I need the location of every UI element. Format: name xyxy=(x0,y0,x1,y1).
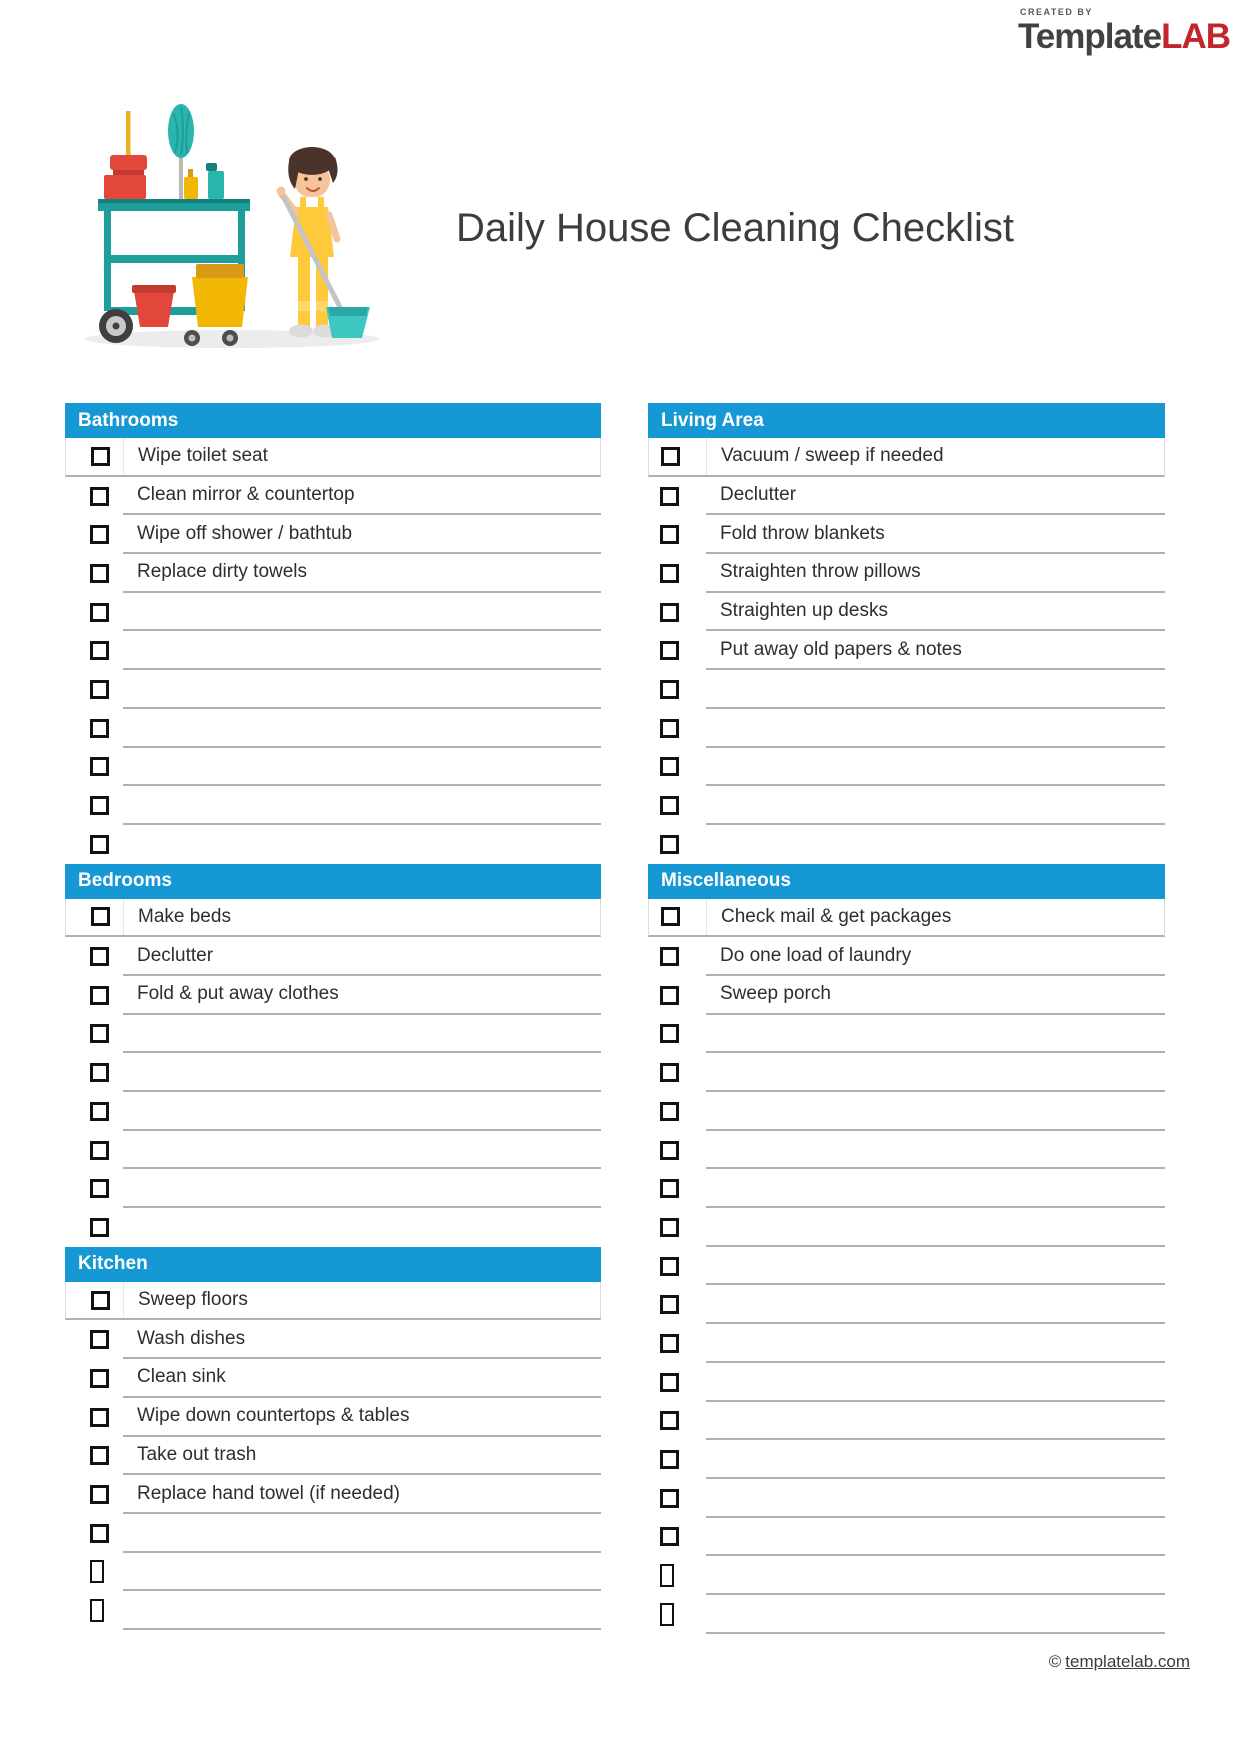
blank-write-in-line xyxy=(123,1208,601,1247)
checkbox[interactable] xyxy=(660,1257,679,1276)
checkbox[interactable] xyxy=(90,1330,109,1349)
checklist-row xyxy=(65,1437,601,1476)
checkbox-cell xyxy=(66,1282,124,1319)
item-text-cell xyxy=(706,515,1165,554)
checklist-row xyxy=(648,899,1165,938)
checkbox-cell xyxy=(648,593,706,632)
checkbox[interactable] xyxy=(660,719,679,738)
checkbox-cell xyxy=(648,1324,706,1363)
blank-write-in-line xyxy=(706,1402,1165,1441)
item-text-cell xyxy=(123,1398,601,1437)
item-text-cell xyxy=(123,1475,601,1514)
checkbox[interactable] xyxy=(90,1599,104,1622)
checklist-row xyxy=(65,515,601,554)
checklist-row xyxy=(65,1015,601,1054)
checkbox[interactable] xyxy=(660,1334,679,1353)
checklist-row xyxy=(65,1092,601,1131)
checklist-row xyxy=(648,1169,1165,1208)
checklist-row xyxy=(648,1324,1165,1363)
checkbox-cell xyxy=(65,554,123,593)
checkbox-cell xyxy=(648,477,706,516)
blank-write-in-line xyxy=(123,670,601,709)
item-text-cell xyxy=(123,976,601,1015)
item-label: Fold & put away clothes xyxy=(137,983,339,1005)
item-label: Straighten throw pillows xyxy=(720,561,921,583)
item-text-cell xyxy=(707,899,1164,936)
checkbox[interactable] xyxy=(90,1560,104,1583)
blank-write-in-line xyxy=(706,1324,1165,1363)
blank-write-in-line xyxy=(706,709,1165,748)
checkbox[interactable] xyxy=(660,1024,679,1043)
checkbox[interactable] xyxy=(90,1141,109,1160)
checkbox[interactable] xyxy=(660,487,679,506)
checkbox[interactable] xyxy=(660,1489,679,1508)
item-text-cell xyxy=(123,554,601,593)
item-text-cell xyxy=(706,976,1165,1015)
item-label: Wipe off shower / bathtub xyxy=(137,522,353,544)
checklist-row xyxy=(65,1282,601,1321)
checkbox[interactable] xyxy=(91,1291,110,1310)
checklist-row xyxy=(648,1015,1165,1054)
item-label: Make beds xyxy=(138,905,231,927)
section-title: Bedrooms xyxy=(78,870,172,892)
item-text-cell xyxy=(123,1437,601,1476)
section-header-living-area xyxy=(648,403,1165,438)
checkbox[interactable] xyxy=(660,680,679,699)
checkbox[interactable] xyxy=(660,1603,674,1626)
blank-write-in-line xyxy=(706,786,1165,825)
checklist-row xyxy=(65,1320,601,1359)
checklist-row xyxy=(648,1479,1165,1518)
blank-write-in-line xyxy=(706,1440,1165,1479)
checkbox-cell xyxy=(65,1475,123,1514)
checkbox[interactable] xyxy=(90,680,109,699)
checkbox-cell xyxy=(648,1169,706,1208)
checkbox-cell xyxy=(65,1208,123,1247)
checkbox-cell xyxy=(648,670,706,709)
checklist-row xyxy=(65,748,601,787)
blank-write-in-line xyxy=(123,1131,601,1170)
checkbox[interactable] xyxy=(660,1295,679,1314)
checkbox[interactable] xyxy=(660,525,679,544)
checkbox-cell xyxy=(65,1437,123,1476)
logo-template-text: Template xyxy=(1018,17,1162,56)
checklist-row xyxy=(65,976,601,1015)
item-label: Wipe toilet seat xyxy=(138,445,268,467)
checklist-row xyxy=(648,477,1165,516)
checkbox[interactable] xyxy=(660,1179,679,1198)
item-text-cell xyxy=(123,1359,601,1398)
checkbox[interactable] xyxy=(90,1218,109,1237)
blank-write-in-line xyxy=(706,1595,1165,1634)
checkbox-cell xyxy=(648,1015,706,1054)
checklist-row xyxy=(65,670,601,709)
checklist-row xyxy=(648,438,1165,477)
checkbox[interactable] xyxy=(660,564,679,583)
checklist-row xyxy=(648,825,1165,864)
checkbox[interactable] xyxy=(90,1063,109,1082)
item-label: Take out trash xyxy=(137,1443,257,1465)
blank-write-in-line xyxy=(706,825,1165,864)
item-text-cell xyxy=(706,631,1165,670)
checkbox[interactable] xyxy=(660,835,679,854)
logo-lab-text: LAB xyxy=(1161,17,1230,56)
blank-write-in-line xyxy=(123,631,601,670)
checkbox[interactable] xyxy=(90,641,109,660)
checklist-row xyxy=(648,631,1165,670)
checkbox[interactable] xyxy=(90,525,109,544)
checkbox[interactable] xyxy=(660,1141,679,1160)
blank-write-in-line xyxy=(123,1092,601,1131)
checkbox-cell xyxy=(648,937,706,976)
checklist-row xyxy=(648,1556,1165,1595)
checkbox[interactable] xyxy=(660,1450,679,1469)
section-title: Living Area xyxy=(661,409,764,431)
checkbox[interactable] xyxy=(90,1369,109,1388)
checklist-row xyxy=(648,1092,1165,1131)
checklist-row xyxy=(648,709,1165,748)
item-text-cell xyxy=(123,515,601,554)
checkbox[interactable] xyxy=(660,603,679,622)
checkbox[interactable] xyxy=(661,907,680,926)
checkbox-cell xyxy=(65,631,123,670)
checkbox[interactable] xyxy=(90,1524,109,1543)
checklist-row xyxy=(648,670,1165,709)
checkbox[interactable] xyxy=(90,719,109,738)
checkbox-cell xyxy=(65,1015,123,1054)
templatelab-logo xyxy=(1018,8,1230,54)
checkbox[interactable] xyxy=(660,1373,679,1392)
checklist-row xyxy=(648,1208,1165,1247)
checklist-row xyxy=(65,1359,601,1398)
checkbox-cell xyxy=(648,1053,706,1092)
checkbox-cell xyxy=(65,1553,123,1592)
checkbox[interactable] xyxy=(660,1527,679,1546)
checkbox-cell xyxy=(649,899,707,936)
item-label: Sweep porch xyxy=(720,983,831,1005)
checkbox-cell xyxy=(648,1247,706,1286)
blank-write-in-line xyxy=(706,1518,1165,1557)
checkbox-cell xyxy=(648,1092,706,1131)
checklist-row xyxy=(65,1398,601,1437)
checkbox[interactable] xyxy=(660,1411,679,1430)
checkbox-cell xyxy=(648,976,706,1015)
checkbox-cell xyxy=(65,1514,123,1553)
checklist-row xyxy=(65,438,601,477)
checkbox-cell xyxy=(648,709,706,748)
blank-write-in-line xyxy=(706,1479,1165,1518)
checklist-row xyxy=(65,709,601,748)
checkbox-cell xyxy=(648,1363,706,1402)
checkbox-cell xyxy=(648,825,706,864)
copyright-symbol: © xyxy=(1048,1652,1062,1671)
checkbox[interactable] xyxy=(661,447,680,466)
blank-write-in-line xyxy=(123,748,601,787)
blank-write-in-line xyxy=(706,1208,1165,1247)
checkbox-cell xyxy=(65,937,123,976)
logo-created-by: CREATED BY xyxy=(1020,7,1093,17)
checklist-row xyxy=(65,1208,601,1247)
blank-write-in-line xyxy=(123,709,601,748)
section-title: Bathrooms xyxy=(78,409,179,431)
item-label: Clean sink xyxy=(137,1366,226,1388)
checkbox[interactable] xyxy=(90,757,109,776)
checklist-row xyxy=(648,1285,1165,1324)
checkbox-cell xyxy=(65,1359,123,1398)
checklist-row xyxy=(648,593,1165,632)
blank-write-in-line xyxy=(123,1015,601,1054)
checkbox-cell xyxy=(648,1556,706,1595)
checkbox-cell xyxy=(65,1169,123,1208)
checkbox[interactable] xyxy=(660,947,679,966)
item-label: Fold throw blankets xyxy=(720,522,885,544)
item-label: Do one load of laundry xyxy=(720,944,912,966)
checkbox[interactable] xyxy=(90,603,109,622)
blank-write-in-line xyxy=(123,1514,601,1553)
checklist-row xyxy=(648,1440,1165,1479)
blank-write-in-line xyxy=(706,748,1165,787)
blank-write-in-line xyxy=(706,1247,1165,1286)
checklist-row xyxy=(648,1363,1165,1402)
checkbox-cell xyxy=(648,1595,706,1634)
checkbox-cell xyxy=(65,515,123,554)
checklist-row xyxy=(65,1475,601,1514)
logo-brand xyxy=(1018,17,1230,56)
checkbox[interactable] xyxy=(90,487,109,506)
checklist-row xyxy=(65,899,601,938)
checkbox[interactable] xyxy=(660,986,679,1005)
checkbox-cell xyxy=(65,593,123,632)
checkbox-cell xyxy=(65,1092,123,1131)
checkbox-cell xyxy=(65,825,123,864)
checkbox[interactable] xyxy=(90,1102,109,1121)
checklist-row xyxy=(648,1053,1165,1092)
checklist-row xyxy=(648,937,1165,976)
cleaning-illustration xyxy=(80,95,390,355)
checkbox-cell xyxy=(65,786,123,825)
checklist-row xyxy=(65,937,601,976)
checkbox[interactable] xyxy=(660,796,679,815)
section-header-kitchen xyxy=(65,1247,601,1282)
blank-write-in-line xyxy=(706,1285,1165,1324)
checklist-row xyxy=(65,593,601,632)
checkbox-cell xyxy=(648,1518,706,1557)
item-label: Put away old papers & notes xyxy=(720,638,962,660)
checklist-row xyxy=(65,477,601,516)
checklist-row xyxy=(648,1595,1165,1634)
checklist-row xyxy=(65,554,601,593)
checkbox[interactable] xyxy=(660,1063,679,1082)
checklist-row xyxy=(65,1553,601,1592)
blank-write-in-line xyxy=(123,1591,601,1630)
item-label: Straighten up desks xyxy=(720,600,888,622)
checkbox-cell xyxy=(66,899,124,936)
blank-write-in-line xyxy=(123,825,601,864)
blank-write-in-line xyxy=(706,1131,1165,1170)
item-label: Sweep floors xyxy=(138,1289,248,1311)
checklist-row xyxy=(648,1402,1165,1441)
checkbox[interactable] xyxy=(90,564,109,583)
item-label: Vacuum / sweep if needed xyxy=(721,445,944,467)
checklist-row xyxy=(648,976,1165,1015)
checklist-row xyxy=(648,786,1165,825)
section-title: Miscellaneous xyxy=(661,870,791,892)
item-text-cell xyxy=(707,438,1164,475)
item-text-cell xyxy=(706,937,1165,976)
checkbox[interactable] xyxy=(90,947,109,966)
item-label: Replace dirty towels xyxy=(137,561,308,583)
section-header-bathrooms xyxy=(65,403,601,438)
checkbox-cell xyxy=(65,1320,123,1359)
templatelab-link[interactable]: templatelab.com xyxy=(1065,1652,1190,1671)
blank-write-in-line xyxy=(706,1053,1165,1092)
checklist-row xyxy=(65,1053,601,1092)
blank-write-in-line xyxy=(706,1556,1165,1595)
blank-write-in-line xyxy=(123,1169,601,1208)
checkbox-cell xyxy=(649,438,707,475)
checklist-row xyxy=(648,1247,1165,1286)
checkbox-cell xyxy=(66,438,124,475)
checkbox-cell xyxy=(648,786,706,825)
page-title: Daily House Cleaning Checklist xyxy=(455,206,1015,250)
checklist-row xyxy=(648,748,1165,787)
checkbox-cell xyxy=(648,1402,706,1441)
checkbox-cell xyxy=(648,631,706,670)
item-label: Wipe down countertops & tables xyxy=(137,1405,410,1427)
item-label: Wash dishes xyxy=(137,1327,246,1349)
checkbox[interactable] xyxy=(660,1218,679,1237)
checkbox-cell xyxy=(648,515,706,554)
checkbox[interactable] xyxy=(660,1564,674,1587)
checkbox-cell xyxy=(65,1053,123,1092)
checkbox[interactable] xyxy=(90,1408,109,1427)
blank-write-in-line xyxy=(123,1053,601,1092)
item-text-cell xyxy=(123,937,601,976)
checkbox-cell xyxy=(648,748,706,787)
section-header-bedrooms xyxy=(65,864,601,899)
checkbox[interactable] xyxy=(91,907,110,926)
checkbox-cell xyxy=(648,1208,706,1247)
blank-write-in-line xyxy=(706,1092,1165,1131)
checklist-row xyxy=(65,1591,601,1630)
checkbox-cell xyxy=(648,1479,706,1518)
checkbox-cell xyxy=(648,1285,706,1324)
footer xyxy=(648,1652,1190,1672)
item-label: Declutter xyxy=(137,944,214,966)
item-label: Clean mirror & countertop xyxy=(137,484,355,506)
checklist-row xyxy=(648,515,1165,554)
checklist-row xyxy=(648,1131,1165,1170)
item-text-cell xyxy=(123,1320,601,1359)
checkbox-cell xyxy=(65,1131,123,1170)
checklist-row xyxy=(65,1169,601,1208)
checklist-row xyxy=(65,1514,601,1553)
item-text-cell xyxy=(124,1282,600,1319)
item-text-cell xyxy=(124,438,600,475)
item-text-cell xyxy=(123,477,601,516)
checkbox-cell xyxy=(65,670,123,709)
blank-write-in-line xyxy=(123,786,601,825)
checkbox-cell xyxy=(65,976,123,1015)
section-header-miscellaneous xyxy=(648,864,1165,899)
checklist-column-left xyxy=(65,403,601,1630)
checkbox-cell xyxy=(65,477,123,516)
blank-write-in-line xyxy=(706,1363,1165,1402)
item-text-cell xyxy=(706,554,1165,593)
blank-write-in-line xyxy=(123,593,601,632)
checkbox-cell xyxy=(648,1440,706,1479)
checkbox-cell xyxy=(65,1591,123,1630)
checkbox-cell xyxy=(648,554,706,593)
item-label: Declutter xyxy=(720,484,797,506)
checkbox-cell xyxy=(65,1398,123,1437)
checkbox-cell xyxy=(65,748,123,787)
checkbox[interactable] xyxy=(90,986,109,1005)
checkbox[interactable] xyxy=(90,1024,109,1043)
checklist-column-right xyxy=(648,403,1165,1634)
item-label: Check mail & get packages xyxy=(721,905,952,927)
checkbox[interactable] xyxy=(90,1179,109,1198)
checkbox[interactable] xyxy=(660,757,679,776)
blank-write-in-line xyxy=(123,1553,601,1592)
checkbox[interactable] xyxy=(90,1485,109,1504)
blank-write-in-line xyxy=(706,670,1165,709)
blank-write-in-line xyxy=(706,1169,1165,1208)
checkbox[interactable] xyxy=(90,1446,109,1465)
checklist-row xyxy=(65,786,601,825)
item-text-cell xyxy=(124,899,600,936)
checkbox[interactable] xyxy=(90,835,109,854)
checkbox-cell xyxy=(648,1131,706,1170)
item-text-cell xyxy=(706,593,1165,632)
section-title: Kitchen xyxy=(78,1253,148,1275)
checkbox-cell xyxy=(65,709,123,748)
checklist-row xyxy=(648,1518,1165,1557)
checkbox[interactable] xyxy=(91,447,110,466)
checkbox[interactable] xyxy=(90,796,109,815)
checklist-row xyxy=(648,554,1165,593)
checkbox[interactable] xyxy=(660,1102,679,1121)
item-text-cell xyxy=(706,477,1165,516)
checklist-row xyxy=(65,825,601,864)
item-label: Replace hand towel (if needed) xyxy=(137,1482,401,1504)
checkbox[interactable] xyxy=(660,641,679,660)
checklist-row xyxy=(65,631,601,670)
blank-write-in-line xyxy=(706,1015,1165,1054)
checklist-row xyxy=(65,1131,601,1170)
